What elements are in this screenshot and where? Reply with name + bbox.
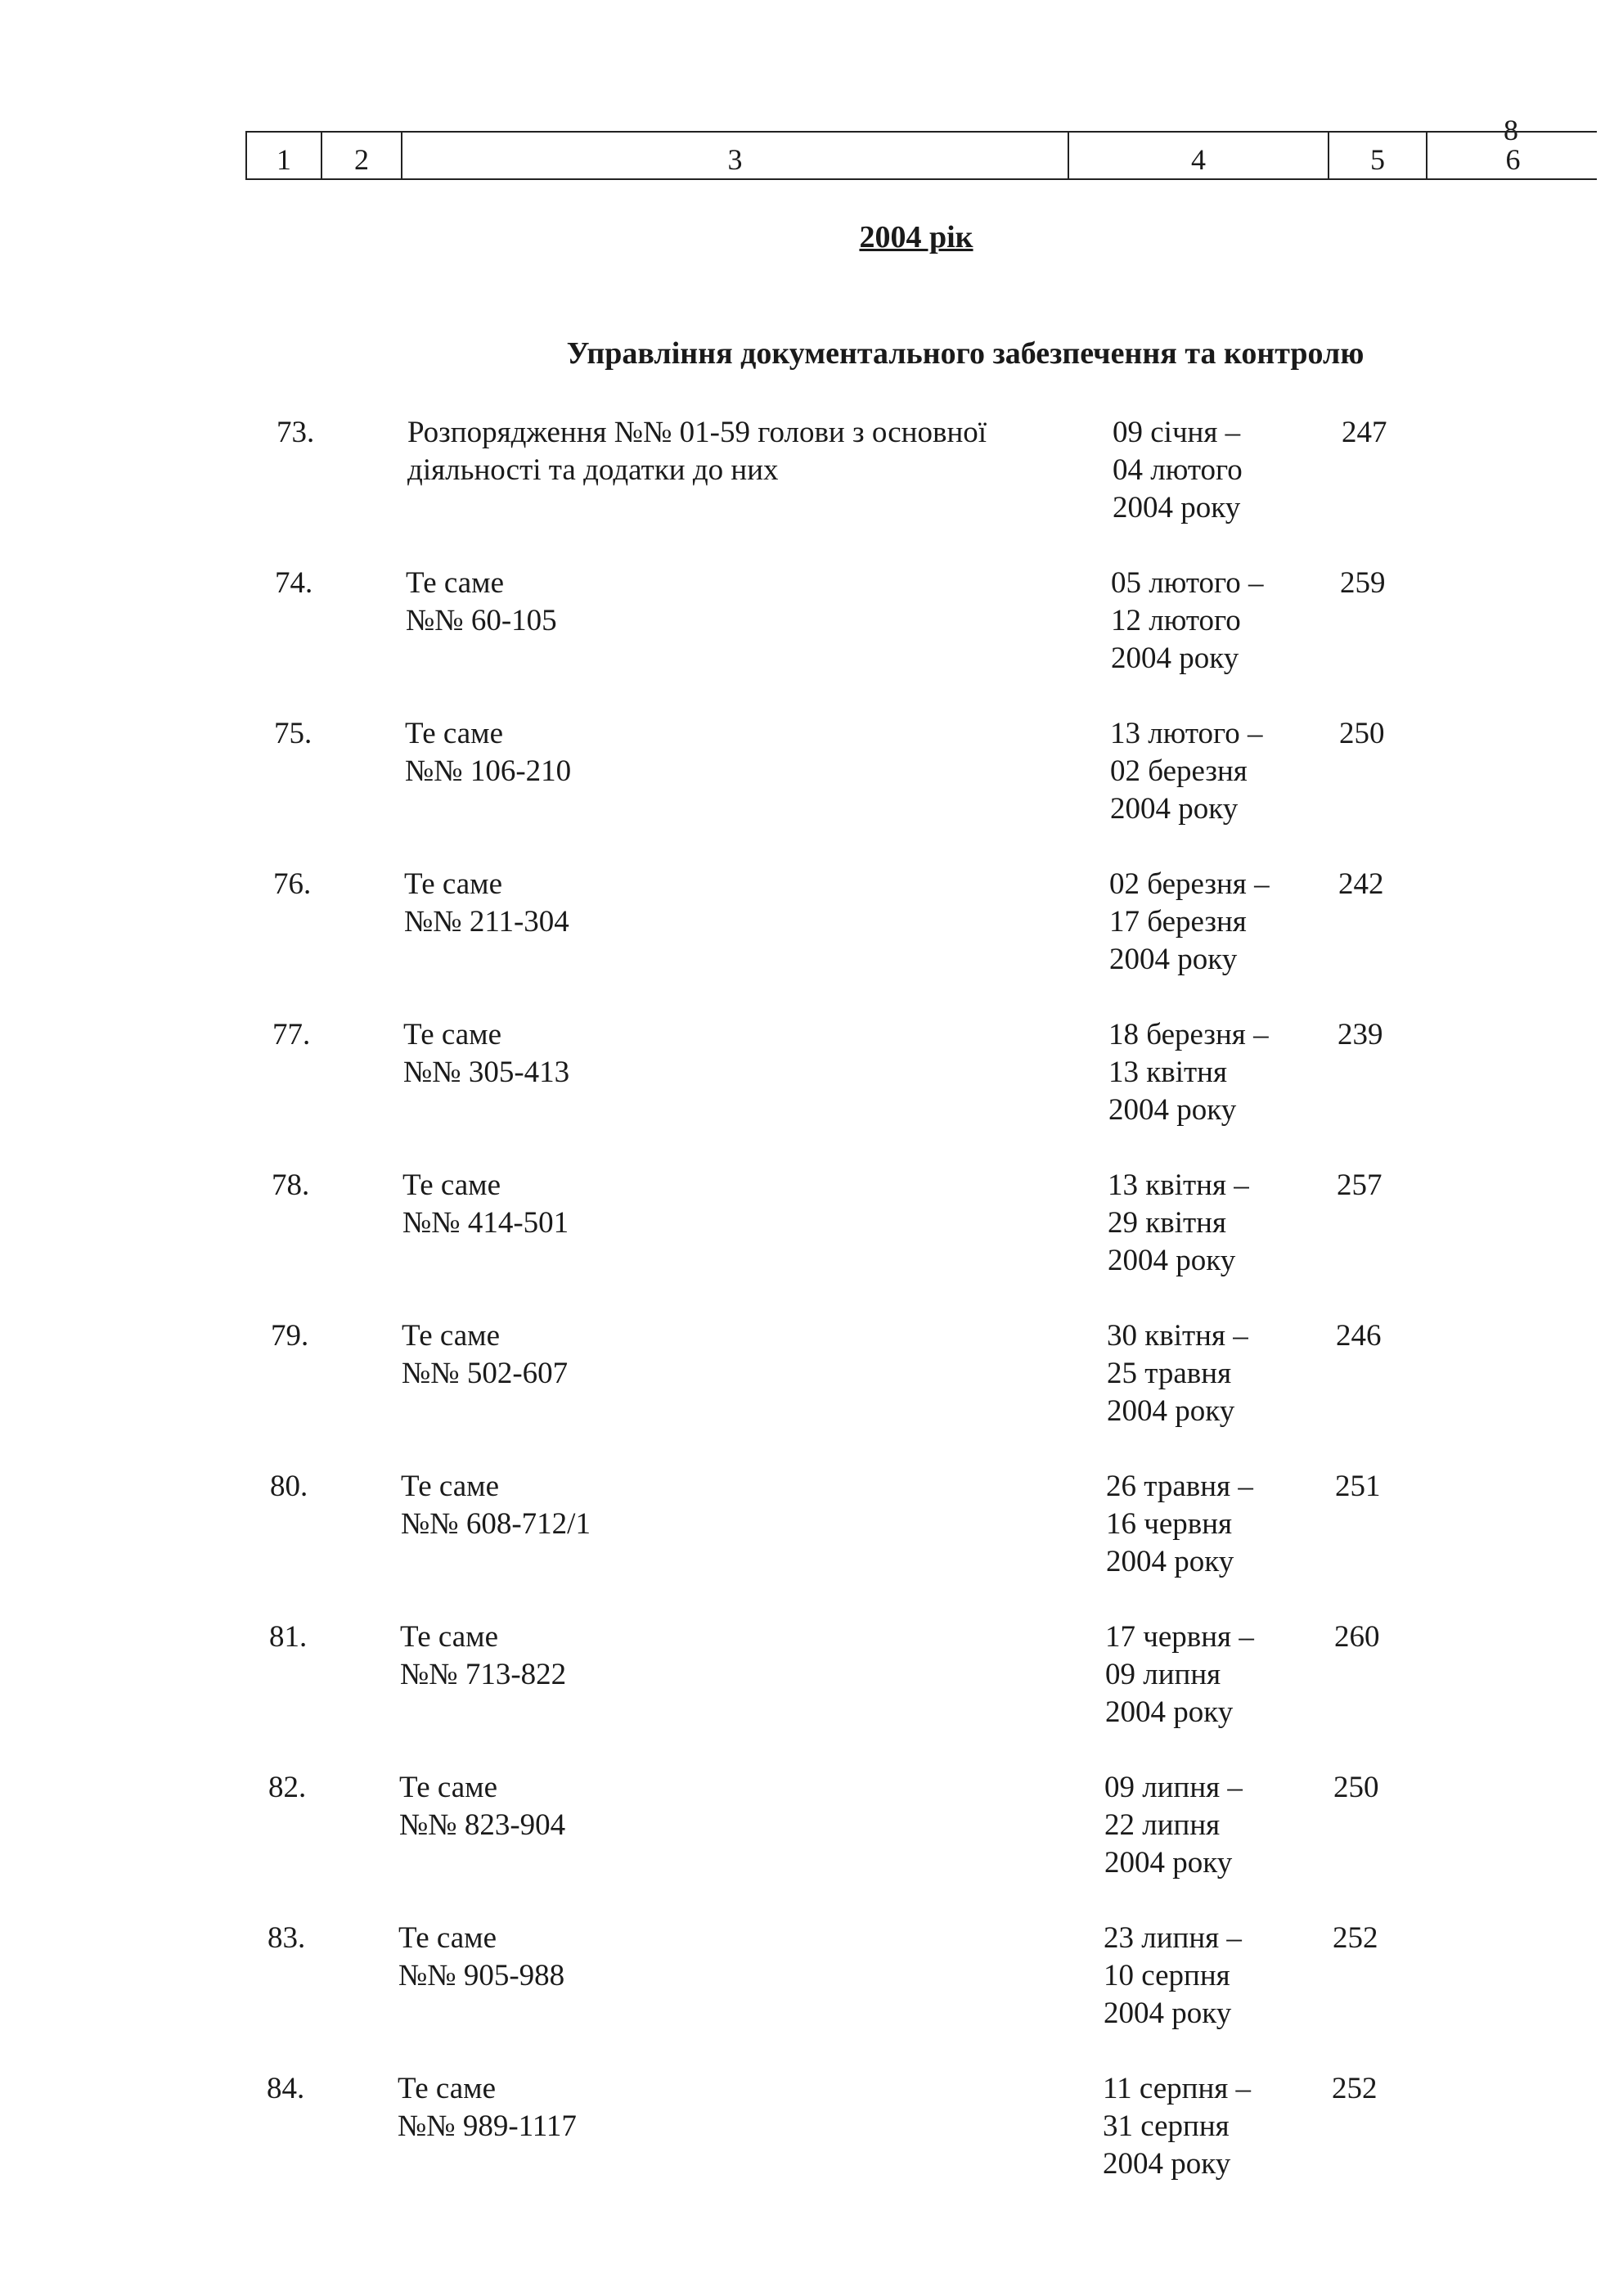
entry-sheet-count: 250 [1333,1771,1379,1804]
entry-date-range: 26 травня – 16 червня 2004 року [1106,1470,1253,1578]
entry-date-range: 18 березня – 13 квітня 2004 року [1108,1018,1269,1127]
entry-number: 82. [268,1771,307,1804]
entry-number: 79. [271,1319,309,1353]
column-number-6: 6 [1505,143,1521,176]
entry-title: Те саме №№ 305-413 [403,1018,570,1089]
entry-date-range: 30 квітня – 25 травня 2004 року [1107,1319,1248,1428]
entry-date-range: 13 квітня – 29 квітня 2004 року [1108,1168,1249,1277]
entry-sheet-count: 239 [1338,1018,1383,1051]
entry-title: Те саме №№ 989-1117 [398,2072,577,2143]
entry-title: Те саме №№ 502-607 [402,1319,569,1390]
entry-title: Те саме №№ 211-304 [404,867,569,939]
entry-sheet-count: 247 [1342,416,1387,449]
entry-number: 78. [272,1168,310,1202]
entry-sheet-count: 246 [1336,1319,1382,1353]
column-number-5: 5 [1329,133,1427,178]
entry-date-range: 05 лютого – 12 лютого 2004 року [1111,566,1264,675]
section-heading: Управління документального забезпечення та контролю [566,336,1364,371]
entry-date-range: 09 липня – 22 липня 2004 року [1104,1771,1243,1880]
entry-sheet-count: 257 [1337,1168,1382,1202]
entry-title: Те саме №№ 60-105 [406,566,557,637]
entry-number: 74. [275,566,313,600]
entry-date-range: 11 серпня – 31 серпня 2004 року [1103,2072,1252,2181]
entry-number: 80. [270,1470,308,1503]
entry-date-range: 02 березня – 17 березня 2004 року [1109,867,1270,976]
entry-sheet-count: 251 [1335,1470,1381,1503]
column-number-header [245,131,1597,180]
entry-number: 76. [273,867,312,901]
entry-number: 77. [272,1018,311,1051]
entry-number: 81. [269,1620,308,1654]
entry-sheet-count: 252 [1333,1921,1378,1955]
entry-date-range: 13 лютого – 02 березня 2004 року [1110,717,1263,826]
column-number-3: 3 [402,133,1069,178]
entry-date-range: 09 січня – 04 лютого 2004 року [1113,416,1243,524]
column-number-2: 2 [322,133,402,178]
entry-title: Те саме №№ 106-210 [405,717,572,788]
entry-number: 84. [267,2072,305,2105]
column-number-1: 1 [247,133,322,178]
entry-number: 83. [268,1921,306,1955]
page-number: 8 [1504,114,1518,146]
entry-sheet-count: 242 [1338,867,1384,901]
entry-number: 75. [274,717,312,750]
year-heading: 2004 рік [859,220,973,254]
entry-number: 73. [276,416,315,449]
entry-sheet-count: 260 [1334,1620,1380,1654]
entry-title: Те саме №№ 823-904 [399,1771,566,1842]
entry-title: Те саме №№ 905-988 [398,1921,565,1992]
entry-date-range: 23 липня – 10 серпня 2004 року [1104,1921,1242,2030]
entry-title: Те саме №№ 713-822 [400,1620,567,1691]
entry-date-range: 17 червня – 09 липня 2004 року [1105,1620,1254,1729]
entry-title: Розпорядження №№ 01-59 голови з основної діяльності та додатки до них [407,416,987,487]
entry-title: Те саме №№ 608-712/1 [401,1470,591,1541]
entry-sheet-count: 252 [1332,2072,1378,2105]
entry-sheet-count: 250 [1339,717,1385,750]
entry-title: Те саме №№ 414-501 [402,1168,569,1240]
entry-sheet-count: 259 [1340,566,1386,600]
column-number-4: 4 [1069,133,1329,178]
